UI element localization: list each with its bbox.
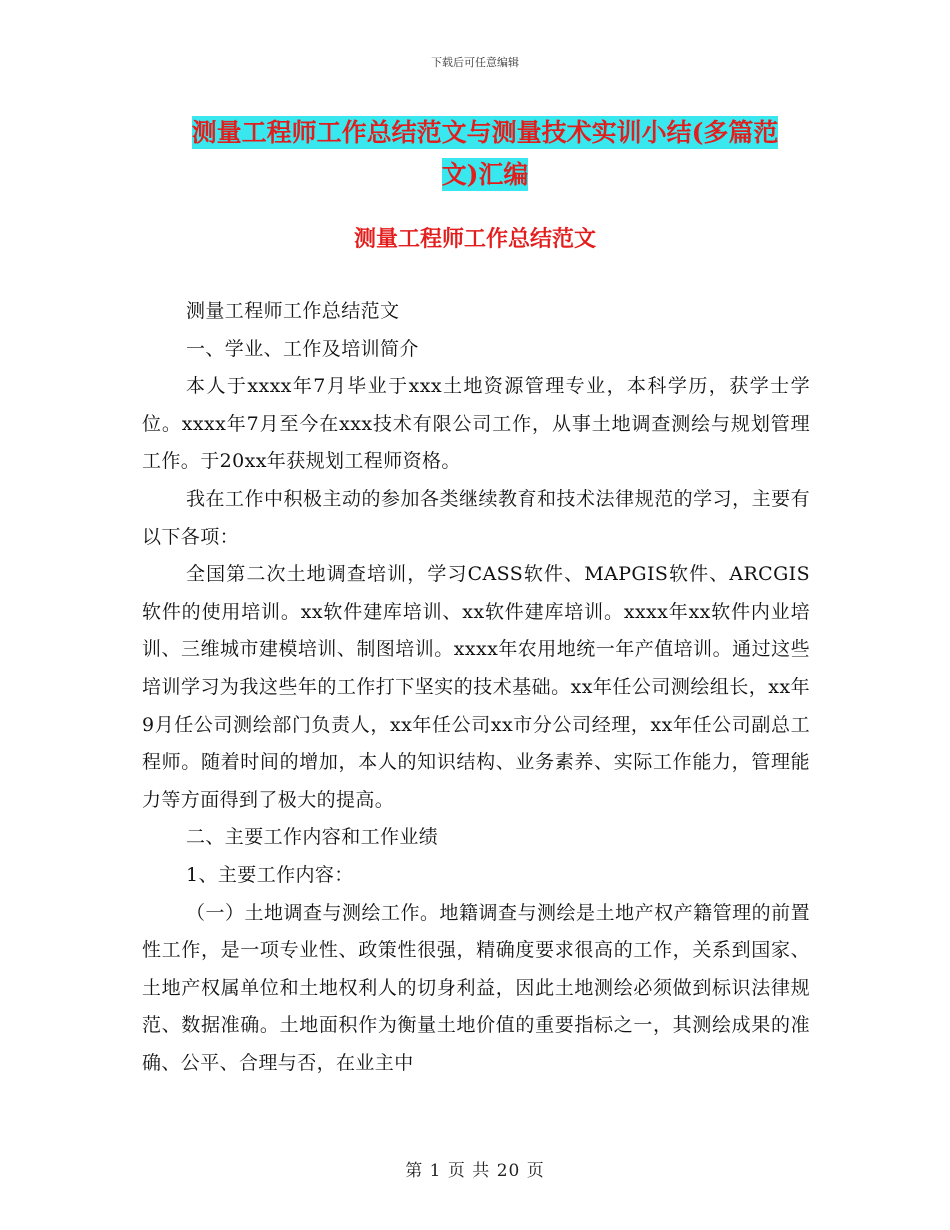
paragraph-heading-1: 一、学业、工作及培训简介: [186, 337, 419, 360]
paragraph-subtitle: 测量工程师工作总结范文: [186, 300, 400, 322]
paragraph-heading-2: 二、主要工作内容和工作业绩: [186, 826, 439, 849]
paragraph-heading-3: 1、主要工作内容：: [186, 863, 354, 886]
paragraph-education: 本人于xxxx年7月毕业于xxx土地资源管理专业，本科学历，获学士学位。xxxx年7月至今在xxx技术有限公司工作，从事土地调查测绘与规划管理工作。于20xx年获规划工程师资格。: [142, 375, 810, 473]
paragraph-training-detail: 全国第二次土地调查培训，学习CASS软件、MAPGIS软件、ARCGIS软件的使用培训。xx软件建库培训、xx软件建库培训。xxxx年xx软件内业培训、三维城市建模培训、制图培训。xxxx年农用地统一年产值培训。通过这些培训学习为我这些年的工作打下坚实的技术基础。xx年任公司测绘组长，xx年9月任公司测绘部门负责人，xx年任公司xx市分公司经理，xx年任公司副总工程师。随着时间的增加，本人的知识结构、业务素养、实际工作能力，管理能力等方面得到了极大的提高。: [142, 563, 810, 811]
title-line-2: 文)汇编: [441, 160, 529, 189]
paragraph-survey-work: （一）土地调查与测绘工作。地籍调查与测绘是土地产权产籍管理的前置性工作，是一项专业性、政策性很强，精确度要求很高的工作，关系到国家、土地产权属单位和土地权利人的切身利益，因此土地测绘必须做到标识法律规范、数据准确。土地面积作为衡量土地价值的重要指标之一，其测绘成果的准确、公平、合理与否，在业主中: [142, 901, 810, 1074]
document-title: [140, 112, 830, 196]
page-footer: 第 1 页 共 20 页: [405, 1161, 545, 1181]
document-body: [142, 293, 810, 1082]
section-title: 测量工程师工作总结范文: [353, 226, 596, 252]
title-line-1: 测量工程师工作总结范文与测量技术实训小结(多篇范: [191, 118, 779, 147]
header-note: 下载后可任意编辑: [431, 56, 519, 69]
paragraph-training-intro: 我在工作中积极主动的参加各类继续教育和技术法律规范的学习，主要有以下各项：: [142, 487, 810, 548]
